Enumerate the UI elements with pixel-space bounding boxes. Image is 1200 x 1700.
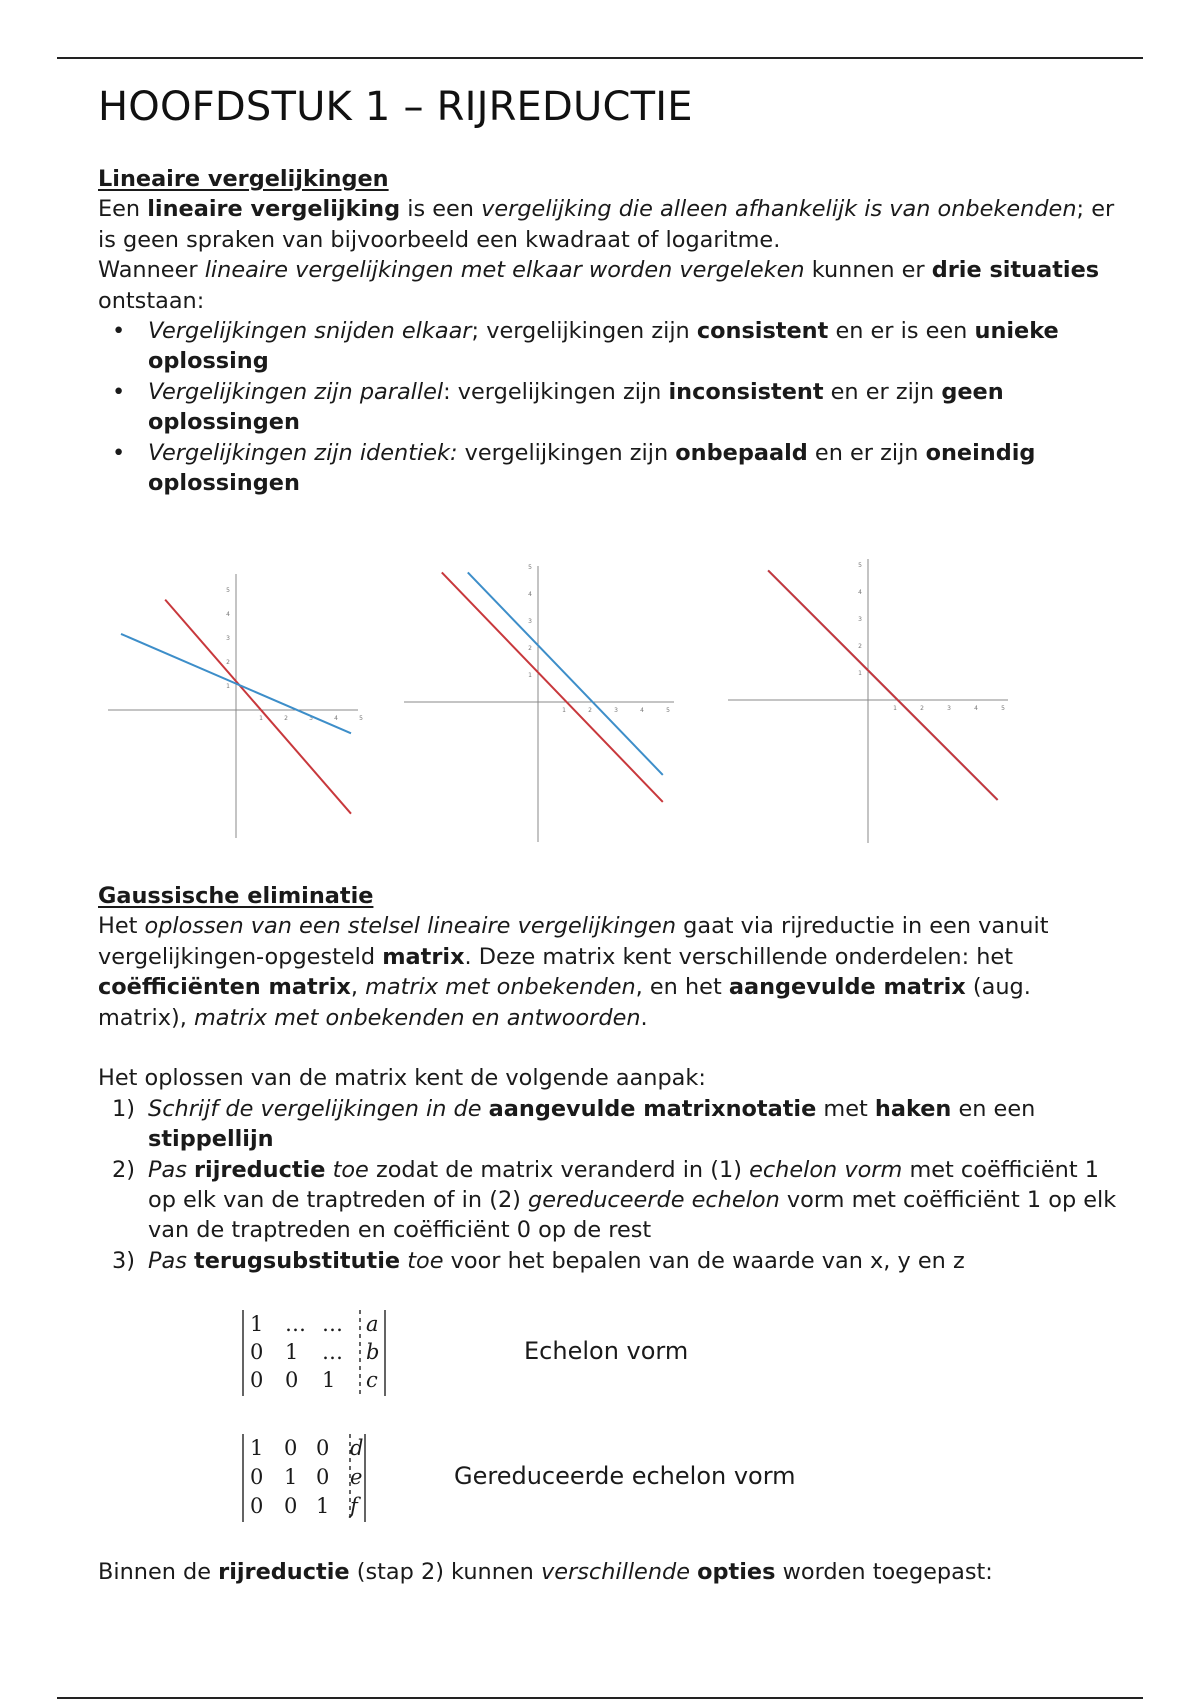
y-tick-label: 1	[858, 670, 862, 677]
list-item: 1) Schrijf de vergelijkingen in de aangevulde matrixnotatie met haken en een stippellijn	[112, 1095, 1036, 1153]
paragraph: Het oplossen van een stelsel lineaire vergelijkingen gaat via rijreductie in een vanuit vergelijkingen-opgesteld matrix. Deze matrix kent verschillende onderdelen: het coëfficiënten matrix, matrix met onbekenden, en het aangevulde matrix (aug. matrix), matrix met onbekenden en antwoorden.	[98, 913, 1049, 1031]
matrix-echelon	[240, 1308, 388, 1398]
paragraph: Binnen de rijreductie (stap 2) kunnen verschillende opties worden toegepast:	[98, 1559, 993, 1585]
x-tick-label: 2	[588, 707, 592, 714]
x-tick-label: 1	[893, 705, 897, 712]
matrix-constant: d	[350, 1436, 364, 1460]
matrix-cell: …	[285, 1312, 306, 1336]
matrix-cell: 0	[316, 1436, 330, 1460]
graph-intersecting	[108, 570, 368, 840]
x-tick-label: 5	[359, 715, 363, 722]
matrix-label: Gereduceerde echelon vorm	[454, 1462, 796, 1490]
matrix-reduced-echelon	[240, 1432, 368, 1524]
top-rule	[57, 57, 1143, 59]
matrix-cell: 0	[316, 1465, 330, 1489]
list-item: 3) Pas terugsubstitutie toe voor het bepalen van de waarde van x, y en z	[112, 1247, 965, 1274]
x-tick-label: 4	[640, 707, 644, 714]
numbered-list	[98, 1094, 1118, 1276]
bottom-rule	[57, 1697, 1143, 1699]
list-item: • Vergelijkingen zijn parallel: vergelijkingen zijn inconsistent en er zijn geen oplossingen	[112, 378, 1004, 436]
matrix-cell: 1	[250, 1436, 264, 1460]
y-tick-label: 4	[528, 591, 532, 598]
matrix-constant: a	[366, 1312, 379, 1336]
section-heading: Gaussische eliminatie	[98, 883, 374, 909]
y-tick-label: 1	[528, 672, 532, 679]
x-tick-label: 2	[920, 705, 924, 712]
equation-line	[468, 572, 663, 775]
section-lineaire-vergelijkingen	[98, 164, 1118, 498]
page-title: HOOFDSTUK 1 – RIJREDUCTIE	[98, 84, 693, 130]
matrix-cell: 1	[250, 1312, 264, 1336]
matrix-cell: 0	[250, 1494, 264, 1518]
matrix-cell: 0	[250, 1368, 264, 1392]
y-tick-label: 5	[226, 587, 230, 594]
equation-line	[442, 572, 663, 802]
equation-line	[768, 570, 998, 800]
equation-line	[165, 600, 351, 814]
matrix-cell: 1	[284, 1465, 298, 1489]
y-tick-label: 2	[858, 643, 862, 650]
matrix-cell: 0	[284, 1436, 298, 1460]
section-heading: Lineaire vergelijkingen	[98, 166, 389, 192]
list-item: • Vergelijkingen snijden elkaar; vergelijkingen zijn consistent en er is een unieke oplossing	[112, 318, 1059, 375]
closing-paragraph	[98, 1557, 1118, 1587]
matrix-constant: f	[350, 1494, 358, 1518]
y-tick-label: 3	[226, 635, 230, 642]
x-tick-label: 2	[284, 715, 288, 722]
y-tick-label: 5	[528, 564, 532, 571]
x-tick-label: 3	[947, 705, 951, 712]
list-item: • Vergelijkingen zijn identiek: vergelijkingen zijn onbepaald en er zijn oneindig oplossingen	[112, 439, 1036, 497]
paragraph: Een lineaire vergelijking is een vergelijking die alleen afhankelijk is van onbekenden; er is geen spraken van bijvoorbeeld een kwadraat of logaritme.	[98, 196, 1115, 253]
bullet-list	[98, 316, 1118, 498]
matrix-cell: …	[322, 1340, 343, 1364]
x-tick-label: 1	[562, 707, 566, 714]
y-tick-label: 1	[226, 683, 230, 690]
matrix-cell: 0	[250, 1340, 264, 1364]
y-tick-label: 2	[528, 645, 532, 652]
list-item: 2) Pas rijreductie toe zodat de matrix veranderd in (1) echelon vorm met coëfficiënt 1 op elk van de traptreden of in (2) gereduceerde echelon vorm met coëfficiënt 1 op elk van de traptreden en coëfficiënt 0 op de rest	[112, 1156, 1117, 1244]
matrix-constant: b	[366, 1340, 380, 1364]
y-tick-label: 4	[226, 611, 230, 618]
paragraph: Wanneer lineaire vergelijkingen met elkaar worden vergeleken kunnen er drie situaties ontstaan:	[98, 257, 1100, 314]
graph-parallel	[404, 562, 684, 844]
paragraph: Het oplossen van de matrix kent de volgende aanpak:	[98, 1065, 706, 1092]
matrix-constant: e	[350, 1465, 363, 1489]
matrix-constant: c	[366, 1368, 378, 1392]
matrix-cell: 1	[322, 1368, 336, 1392]
x-tick-label: 3	[614, 707, 618, 714]
matrix-cell: 1	[285, 1340, 299, 1364]
y-tick-label: 2	[226, 659, 230, 666]
matrix-label: Echelon vorm	[524, 1337, 689, 1365]
matrix-cell: 0	[250, 1465, 264, 1489]
matrix-cell: 1	[316, 1494, 330, 1518]
y-tick-label: 3	[528, 618, 532, 625]
graph-identical	[728, 555, 1018, 845]
section-gaussische-eliminatie	[98, 881, 1118, 1276]
y-tick-label: 4	[858, 589, 862, 596]
x-tick-label: 3	[309, 715, 313, 722]
x-tick-label: 4	[334, 715, 338, 722]
matrix-cell: …	[322, 1312, 343, 1336]
x-tick-label: 1	[259, 715, 263, 722]
x-tick-label: 5	[1001, 705, 1005, 712]
x-tick-label: 4	[974, 705, 978, 712]
matrix-cell: 0	[285, 1368, 299, 1392]
y-tick-label: 5	[858, 562, 862, 569]
matrix-cell: 0	[284, 1494, 298, 1518]
x-tick-label: 5	[666, 707, 670, 714]
y-tick-label: 3	[858, 616, 862, 623]
